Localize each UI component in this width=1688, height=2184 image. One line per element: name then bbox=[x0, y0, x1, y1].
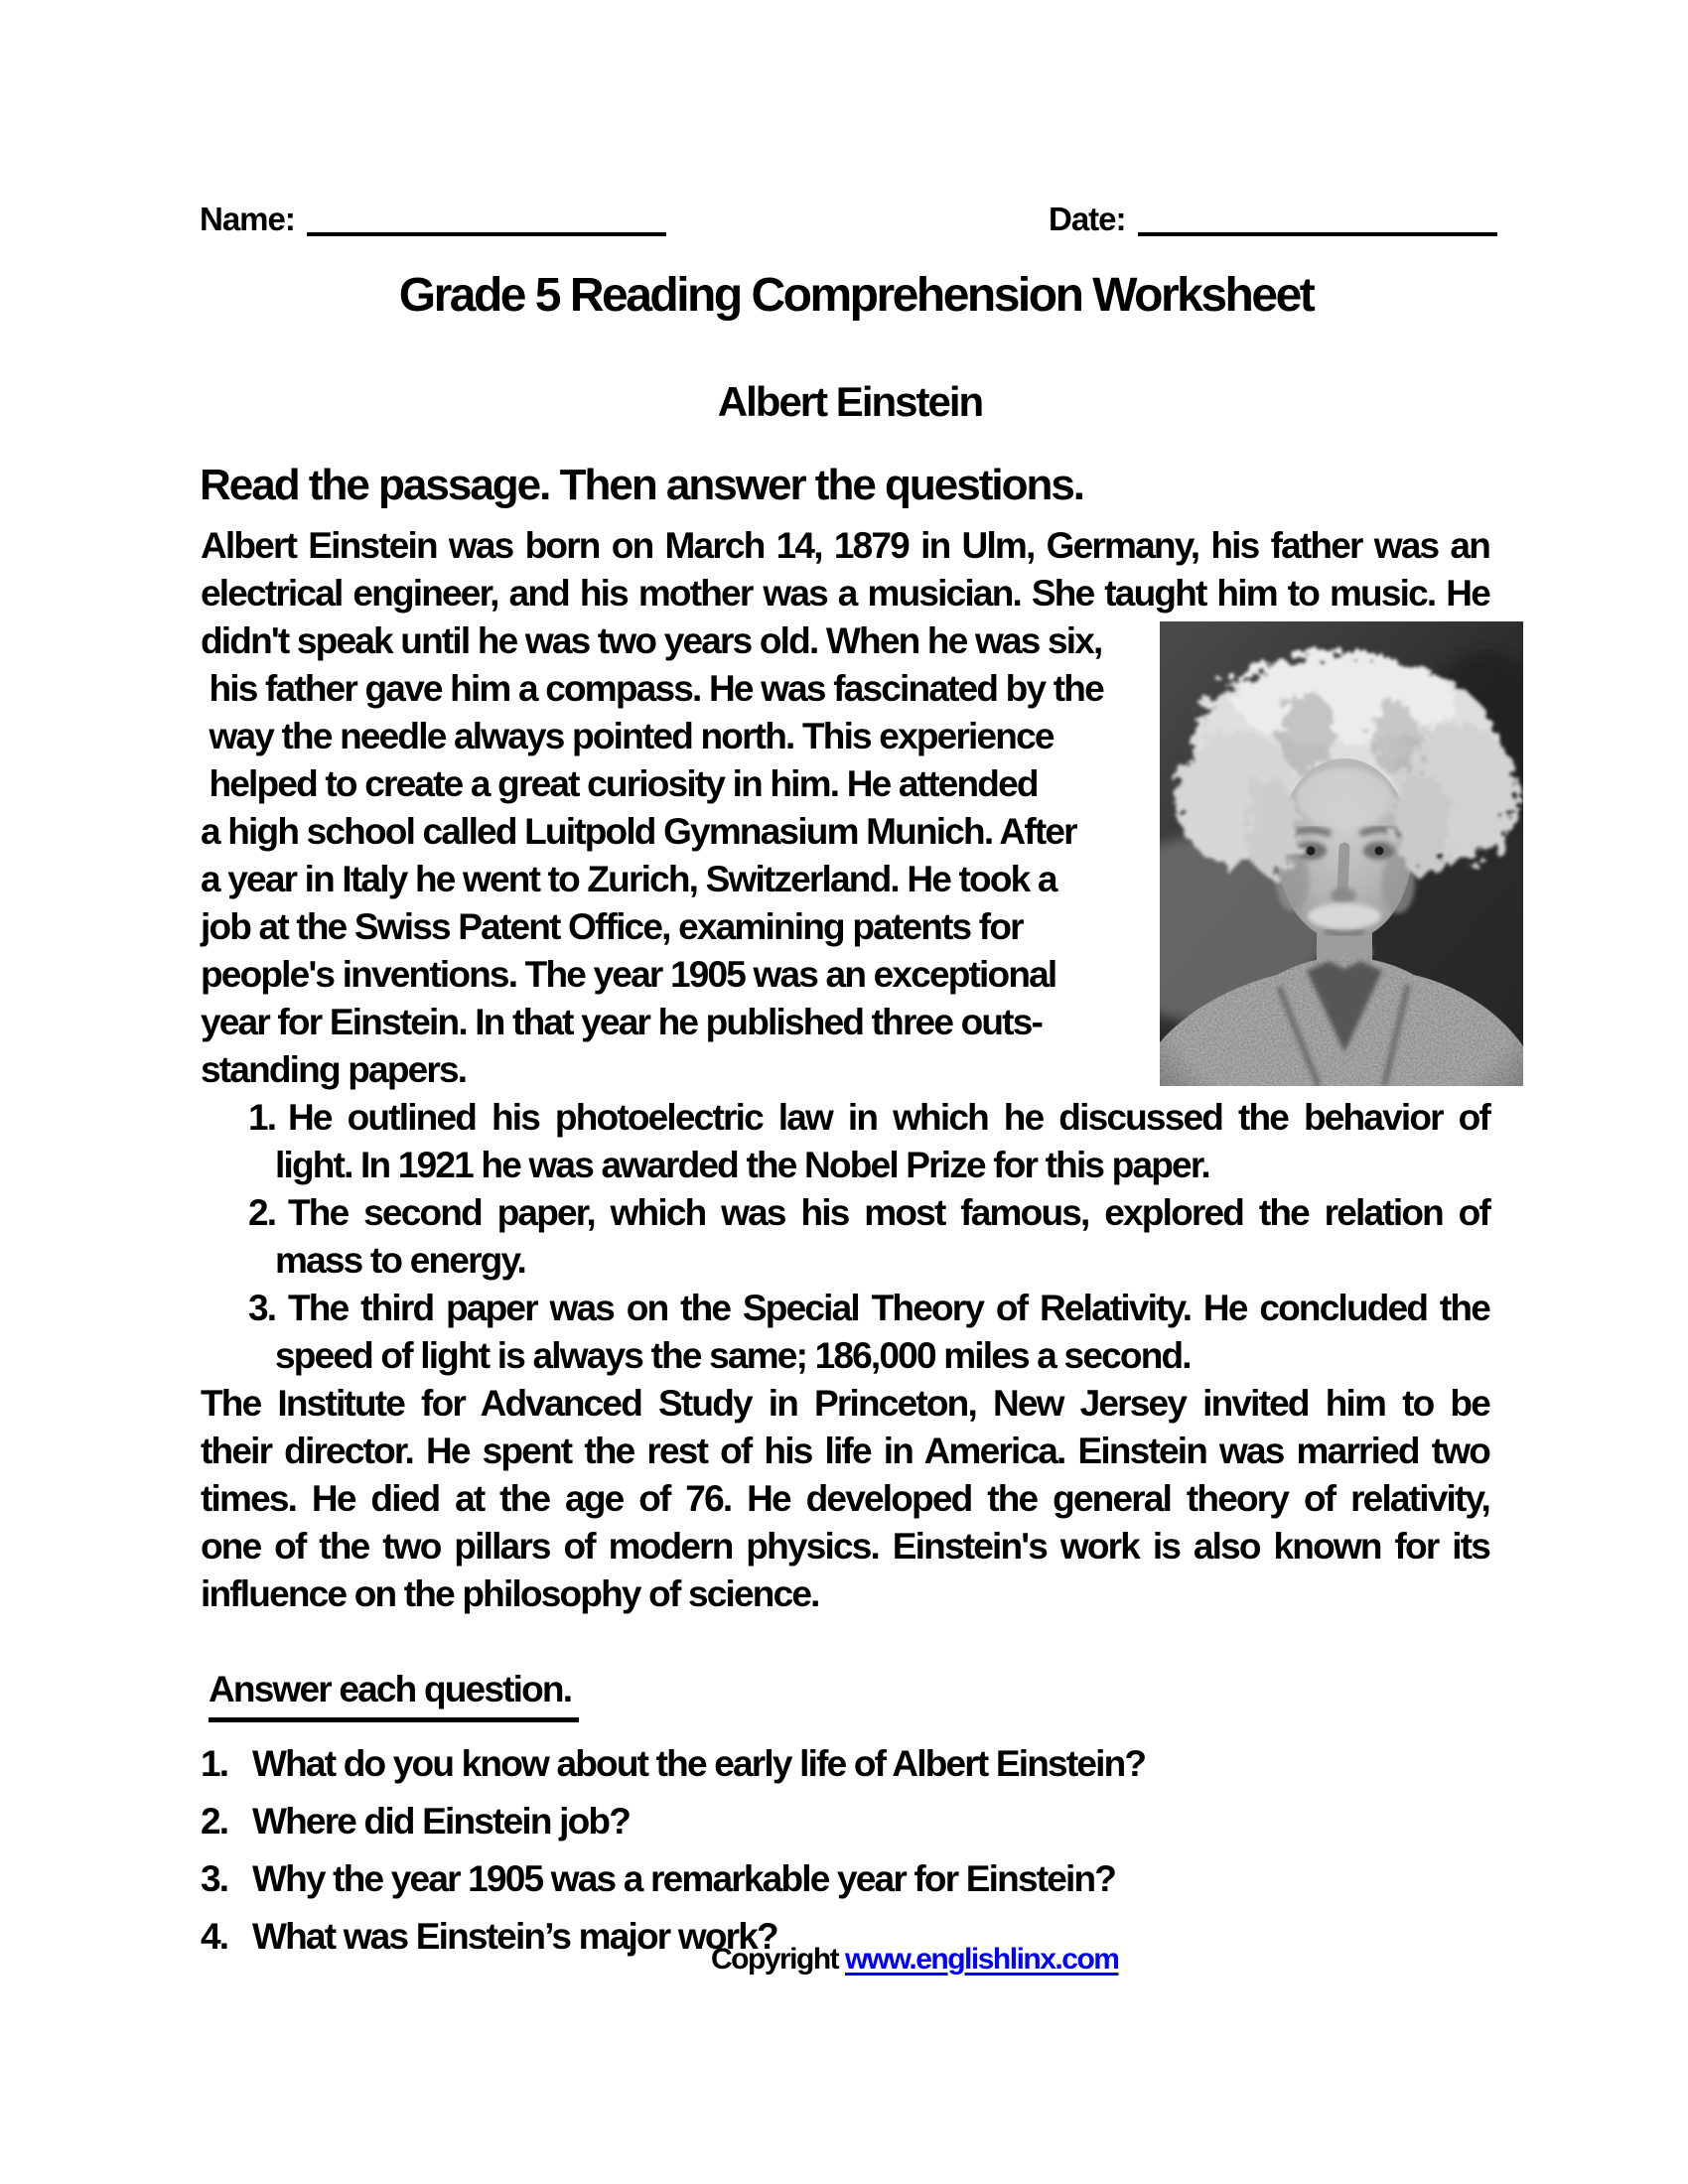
passage-line: helped to create a great curiosity in him. He attended bbox=[201, 763, 1038, 804]
question-item bbox=[201, 1740, 1489, 1788]
question-number: 3. bbox=[201, 1858, 228, 1899]
passage-section bbox=[201, 522, 1489, 1618]
question-item bbox=[201, 1798, 1489, 1845]
closing-line: times. He died at the age of 76. He developed the general theory of relativity, bbox=[201, 1478, 1489, 1519]
question-text: What do you know about the early life of Albert Einstein? bbox=[252, 1743, 1146, 1784]
passage-line: a year in Italy he went to Zurich, Switzerland. He took a bbox=[201, 859, 1056, 899]
fact-text-continuation: speed of light is always the same; 186,000 miles a second. bbox=[275, 1335, 1191, 1376]
passage-title: Albert Einstein bbox=[717, 378, 983, 425]
passage-line: his father gave him a compass. He was fascinated by the bbox=[201, 668, 1103, 709]
answer-section bbox=[201, 1666, 1489, 1971]
question-number: 1. bbox=[201, 1743, 228, 1784]
facts-list bbox=[201, 1094, 1489, 1380]
question-text: What was Einstein’s major work? bbox=[252, 1916, 777, 1957]
name-label: Name: bbox=[200, 201, 295, 237]
fact-text: The second paper, which was his most famous, explored the relation of bbox=[288, 1192, 1489, 1233]
question-text: Why the year 1905 was a remarkable year for Einstein? bbox=[252, 1858, 1116, 1899]
closing-line: their director. He spent the rest of his life in America. Einstein was married two bbox=[201, 1431, 1489, 1471]
copyright-label: Copyright bbox=[711, 1943, 839, 1976]
name-blank-line[interactable] bbox=[307, 228, 666, 236]
passage-line: job at the Swiss Patent Office, examining patents for bbox=[201, 906, 1023, 947]
answer-heading: Answer each question. bbox=[209, 1666, 579, 1722]
fact-number: 1. bbox=[248, 1097, 276, 1138]
closing-line: one of the two pillars of modern physics. Einstein's work is also known for its bbox=[201, 1526, 1489, 1567]
date-field bbox=[1049, 201, 1497, 238]
einstein-portrait-image bbox=[1160, 621, 1523, 1086]
worksheet-title: Grade 5 Reading Comprehension Worksheet bbox=[398, 269, 1314, 322]
closing-line: The Institute for Advanced Study in Princeton, New Jersey invited him to be bbox=[201, 1383, 1489, 1424]
fact-item-first-line bbox=[201, 1189, 1489, 1237]
fact-number: 3. bbox=[248, 1288, 276, 1328]
fact-text: The third paper was on the Special Theory of Relativity. He concluded the bbox=[288, 1288, 1489, 1328]
date-blank-line[interactable] bbox=[1138, 228, 1497, 236]
date-label: Date: bbox=[1049, 201, 1126, 237]
closing-paragraph bbox=[201, 1380, 1489, 1618]
question-text: Where did Einstein job? bbox=[252, 1801, 630, 1842]
passage-line: way the needle always pointed north. This experience bbox=[201, 716, 1054, 756]
fact-item-first-line bbox=[201, 1285, 1489, 1332]
fact-item-first-line bbox=[201, 1094, 1489, 1142]
instruction-text: Read the passage. Then answer the questions. bbox=[200, 461, 1084, 509]
passage-line: electrical engineer, and his mother was a musician. She taught him to music. He bbox=[201, 573, 1489, 614]
passage-line: a high school called Luitpold Gymnasium Munich. After bbox=[201, 811, 1076, 852]
passage-line: year for Einstein. In that year he published three outs- bbox=[201, 1002, 1043, 1042]
passage-line: standing papers. bbox=[201, 1049, 467, 1090]
question-number: 4. bbox=[201, 1916, 228, 1957]
englishlinx-link[interactable]: www.englishlinx.com bbox=[845, 1943, 1119, 1976]
questions-list bbox=[201, 1740, 1489, 1961]
fact-text: He outlined his photoelectric law in which he discussed the behavior of bbox=[288, 1097, 1489, 1138]
footer bbox=[711, 1943, 1118, 1977]
passage-line: didn't speak until he was two years old. When he was six, bbox=[201, 620, 1102, 661]
question-item bbox=[201, 1855, 1489, 1903]
fact-text-continuation: mass to energy. bbox=[275, 1240, 525, 1281]
passage-line: people's inventions. The year 1905 was an exceptional bbox=[201, 954, 1056, 995]
fact-text-continuation: light. In 1921 he was awarded the Nobel Prize for this paper. bbox=[275, 1145, 1209, 1185]
closing-line: influence on the philosophy of science. bbox=[201, 1573, 819, 1614]
name-field bbox=[200, 201, 666, 238]
fact-number: 2. bbox=[248, 1192, 276, 1233]
question-number: 2. bbox=[201, 1801, 228, 1842]
einstein-photo bbox=[1160, 621, 1523, 1086]
passage-line: Albert Einstein was born on March 14, 1879 in Ulm, Germany, his father was an bbox=[201, 525, 1489, 566]
